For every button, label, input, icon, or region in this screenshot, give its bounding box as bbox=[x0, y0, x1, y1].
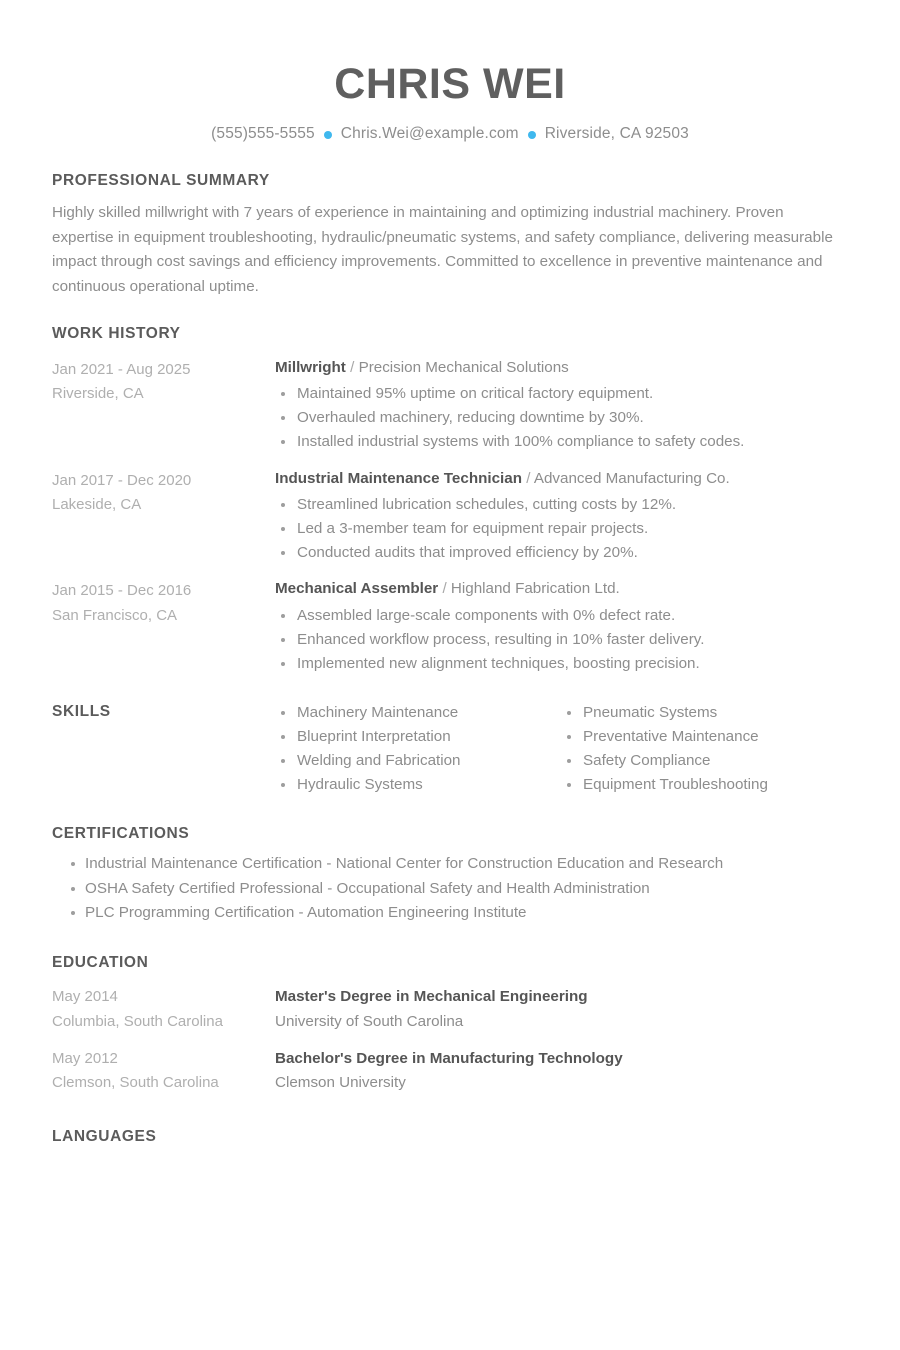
work-bullet: Assembled large-scale components with 0% defect rate. bbox=[275, 604, 848, 628]
skills-column-2 bbox=[561, 701, 847, 797]
work-entry-separator: / bbox=[350, 358, 355, 376]
work-bullet: Maintained 95% uptime on critical factory equipment. bbox=[275, 382, 848, 406]
work-entry-bullets bbox=[275, 604, 848, 675]
work-entry bbox=[52, 578, 848, 675]
work-entry-bullets bbox=[275, 382, 848, 453]
section-heading-skills: SKILLS bbox=[52, 703, 111, 721]
work-entry-details bbox=[275, 357, 848, 454]
work-entry-meta bbox=[52, 357, 275, 407]
certification-item: Industrial Maintenance Certification - National Center for Construction Education and Research bbox=[52, 852, 848, 876]
skills-heading-cell bbox=[52, 701, 275, 721]
work-entry-title: Mechanical Assembler bbox=[275, 580, 439, 598]
education-entry-meta bbox=[52, 985, 275, 1034]
separator-dot-icon bbox=[528, 131, 536, 139]
work-entry bbox=[52, 468, 848, 565]
work-bullet: Conducted audits that improved efficiency by 20%. bbox=[275, 541, 848, 565]
skill-item: Preventative Maintenance bbox=[561, 725, 847, 749]
work-bullet: Led a 3-member team for equipment repair projects. bbox=[275, 517, 848, 541]
work-entry-headline bbox=[275, 578, 848, 601]
email-address: Chris.Wei@example.com bbox=[340, 125, 519, 143]
education-entry-date: May 2014 bbox=[52, 988, 118, 1006]
certification-item: OSHA Safety Certified Professional - Occupational Safety and Health Administration bbox=[52, 877, 848, 901]
skill-item: Hydraulic Systems bbox=[275, 773, 561, 797]
work-bullet: Enhanced workflow process, resulting in 10% faster delivery. bbox=[275, 628, 848, 652]
education-degree: Master's Degree in Mechanical Engineering bbox=[275, 988, 588, 1006]
contact-line bbox=[52, 125, 848, 143]
work-entry-company: Precision Mechanical Solutions bbox=[358, 358, 569, 376]
work-entry bbox=[52, 357, 848, 454]
certifications-list bbox=[52, 852, 848, 925]
education-entry-details bbox=[275, 1047, 848, 1096]
work-entry-company: Highland Fabrication Ltd. bbox=[450, 580, 620, 598]
education-entry bbox=[52, 1047, 848, 1096]
section-heading-education: EDUCATION bbox=[52, 954, 149, 972]
work-entry-location: San Francisco, CA bbox=[52, 606, 178, 624]
languages-section bbox=[52, 1128, 848, 1146]
skill-item: Welding and Fabrication bbox=[275, 749, 561, 773]
education-entry bbox=[52, 985, 848, 1034]
skill-item: Pneumatic Systems bbox=[561, 701, 847, 725]
work-entry-meta bbox=[52, 578, 275, 628]
work-entry-dates: Jan 2017 - Dec 2020 bbox=[52, 471, 192, 489]
education-entry-details bbox=[275, 985, 848, 1034]
summary-text: Highly skilled millwright with 7 years of experience in maintaining and optimizing industrial machinery. Proven expertise in equipment troubleshooting, hydraulic/pneumatic systems, and safety compliance, delivering measurable impact through cost savings and efficiency improvements. Committed to excellence in preventive maintenance and continuous operational uptime. bbox=[52, 204, 833, 296]
work-entry-company: Advanced Manufacturing Co. bbox=[533, 469, 730, 487]
work-entry-headline bbox=[275, 357, 848, 380]
work-entry-location: Lakeside, CA bbox=[52, 495, 142, 513]
candidate-name: CHRIS WEI bbox=[334, 60, 566, 108]
work-entry-meta bbox=[52, 468, 275, 518]
work-entry-details bbox=[275, 468, 848, 565]
work-entry-details bbox=[275, 578, 848, 675]
skill-item: Machinery Maintenance bbox=[275, 701, 561, 725]
education-entry-meta bbox=[52, 1047, 275, 1096]
work-bullet: Implemented new alignment techniques, boosting precision. bbox=[275, 652, 848, 676]
skills-row bbox=[52, 701, 848, 797]
skills-columns bbox=[275, 701, 848, 797]
skill-item: Safety Compliance bbox=[561, 749, 847, 773]
skill-item: Equipment Troubleshooting bbox=[561, 773, 847, 797]
work-entry-dates: Jan 2021 - Aug 2025 bbox=[52, 360, 191, 378]
work-bullet: Installed industrial systems with 100% compliance to safety codes. bbox=[275, 430, 848, 454]
resume-header bbox=[52, 0, 848, 143]
phone-number: (555)555-5555 bbox=[211, 125, 315, 143]
work-history-section bbox=[52, 325, 848, 676]
education-entry-location: Columbia, South Carolina bbox=[52, 1012, 223, 1030]
education-school: Clemson University bbox=[275, 1074, 406, 1092]
skills-column-1 bbox=[275, 701, 561, 797]
work-entry-title: Millwright bbox=[275, 358, 346, 376]
work-entry-title: Industrial Maintenance Technician bbox=[275, 469, 522, 487]
education-degree: Bachelor's Degree in Manufacturing Technology bbox=[275, 1049, 623, 1067]
work-entry-bullets bbox=[275, 493, 848, 564]
work-bullet: Streamlined lubrication schedules, cutting costs by 12%. bbox=[275, 493, 848, 517]
work-bullet: Overhauled machinery, reducing downtime by 30%. bbox=[275, 406, 848, 430]
work-entry-separator: / bbox=[526, 469, 531, 487]
skill-item: Blueprint Interpretation bbox=[275, 725, 561, 749]
section-heading-languages: LANGUAGES bbox=[52, 1127, 157, 1145]
section-heading-certifications: CERTIFICATIONS bbox=[52, 825, 190, 843]
work-entry-headline bbox=[275, 468, 848, 491]
education-entry-date: May 2012 bbox=[52, 1049, 118, 1067]
education-school: University of South Carolina bbox=[275, 1012, 464, 1030]
education-section bbox=[52, 954, 848, 1095]
location: Riverside, CA 92503 bbox=[544, 125, 689, 143]
certifications-section bbox=[52, 825, 848, 925]
skills-section bbox=[52, 701, 848, 797]
work-entry-dates: Jan 2015 - Dec 2016 bbox=[52, 582, 192, 600]
work-entry-location: Riverside, CA bbox=[52, 384, 144, 402]
education-entry-location: Clemson, South Carolina bbox=[52, 1074, 219, 1092]
certification-item: PLC Programming Certification - Automation Engineering Institute bbox=[52, 901, 848, 925]
separator-dot-icon bbox=[324, 131, 332, 139]
section-heading-summary: PROFESSIONAL SUMMARY bbox=[52, 172, 270, 190]
work-entry-separator: / bbox=[442, 580, 447, 598]
section-heading-work-history: WORK HISTORY bbox=[52, 324, 181, 342]
professional-summary-section bbox=[52, 172, 848, 300]
